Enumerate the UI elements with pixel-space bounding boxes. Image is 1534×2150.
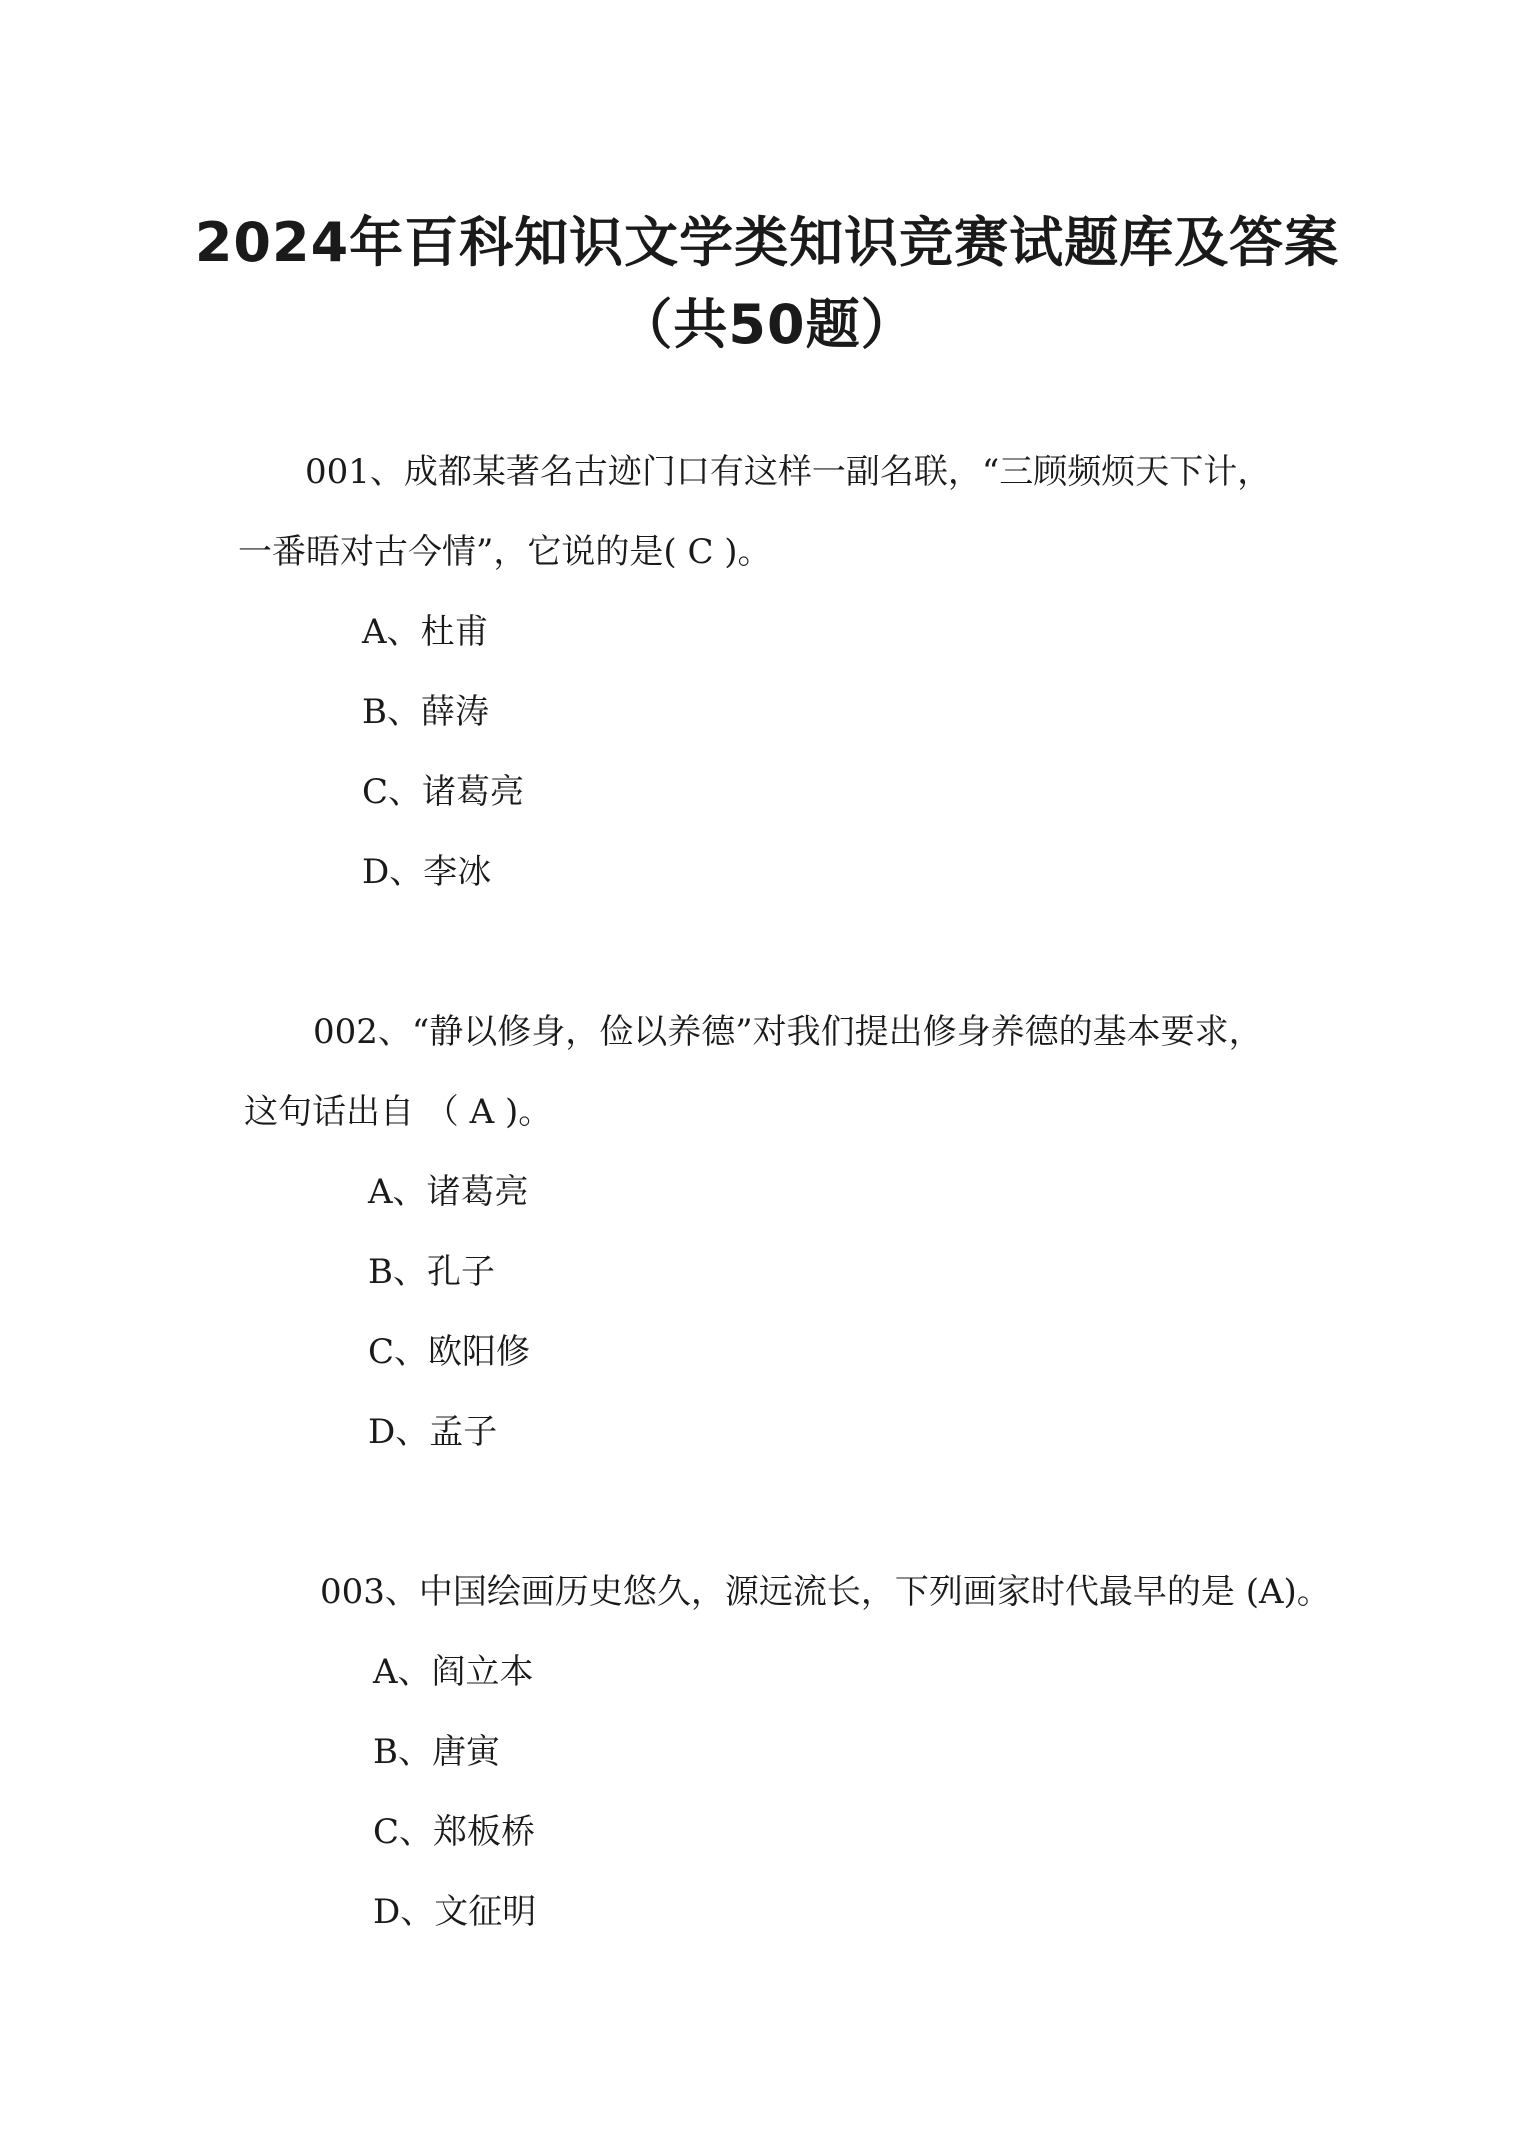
question-001-text-line1: 001、成都某著名古迹门口有这样一副名联，“三顾频烦天下计， xyxy=(305,452,1272,492)
document-title: 2024年百科知识文学类知识竞赛试题库及答案 xyxy=(194,211,1340,274)
question-003-option-c: C、郑板桥 xyxy=(373,1812,536,1852)
question-003-text-line1: 003、中国绘画历史悠久，源远流长，下列画家时代最早的是 (A)。 xyxy=(320,1572,1331,1612)
question-003-option-a: A、阎立本 xyxy=(373,1652,534,1692)
question-002-option-c: C、欧阳修 xyxy=(368,1332,531,1372)
question-001-option-d: D、李冰 xyxy=(362,852,492,892)
question-002-text-line2: 这句话出自 （ A )。 xyxy=(244,1092,553,1132)
question-002-text-line1: 002、“静以修身，俭以养德”对我们提出修身养德的基本要求， xyxy=(313,1012,1263,1052)
question-003-option-d: D、文征明 xyxy=(373,1892,537,1932)
question-002-option-b: B、孔子 xyxy=(368,1252,495,1292)
question-002-option-a: A、诸葛亮 xyxy=(368,1172,529,1212)
question-002-option-d: D、孟子 xyxy=(368,1412,498,1452)
question-001-option-a: A、杜甫 xyxy=(362,612,489,652)
question-001-option-b: B、薛涛 xyxy=(362,692,489,732)
question-003-option-b: B、唐寅 xyxy=(373,1732,500,1772)
question-001-option-c: C、诸葛亮 xyxy=(362,772,525,812)
document-subtitle: （共50题） xyxy=(618,293,916,356)
question-001-text-line2: 一番晤对古今情”，它说的是( C )。 xyxy=(238,532,772,572)
